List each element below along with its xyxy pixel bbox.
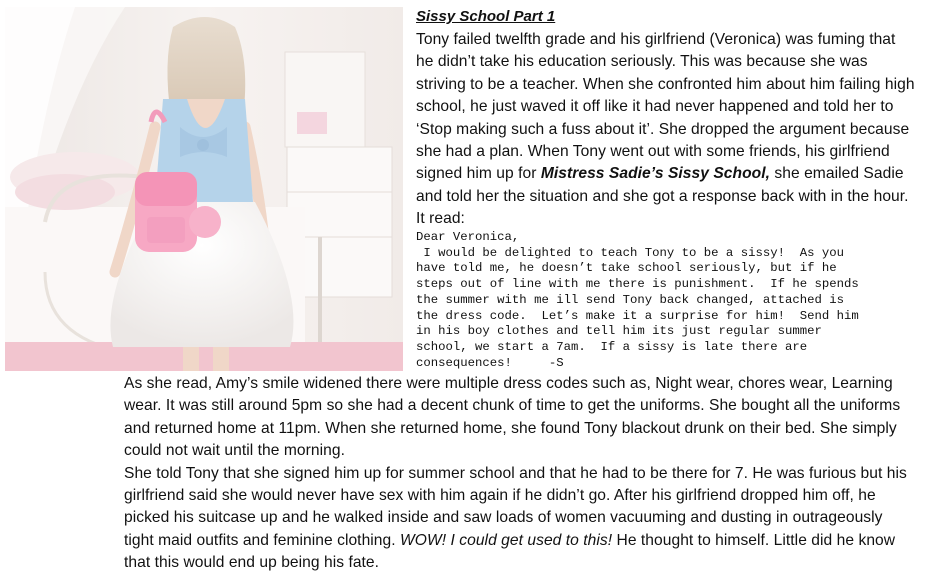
paragraph-2-text-end: He thought to himself. Little did he know that this would end up being his fate. bbox=[124, 531, 896, 572]
story-body bbox=[124, 373, 914, 575]
story-title: Sissy School Part 1 bbox=[416, 8, 556, 25]
intro-text-end: she emailed Sadie and told her the situation and she got a response back with in the hour. It read: bbox=[416, 165, 909, 228]
paragraph-2 bbox=[124, 463, 914, 575]
intro-text-start: Tony failed twelfth grade and his girlfriend (Veronica) was fuming that he didn’t take his education seriously. This was because she was striving to be a teacher. When she confronted him about him failing high school, he just waved it off like it had never happened and told her to ‘Stop making such a fuss about it’. She dropped the argument because she had a plan. When Tony went out with some friends, his girlfriend signed him up for bbox=[416, 31, 915, 183]
paragraph-1: As she read, Amy’s smile widened there were multiple dress codes such as, Night wear, chores wear, Learning wear. It was still around 5pm so she had a decent chunk of time to get the uniforms. She bought all the uniforms and returned home at 11pm. When she returned home, she found Tony blackout drunk on their bed. She simply could not wait until the morning. bbox=[124, 375, 901, 460]
story-photo bbox=[5, 7, 403, 371]
email-letter: Dear Veronica, I would be delighted to teach Tony to be a sissy! As you have told me, he doesn’t take school seriously, but if he steps out of line with me there is punishment. If he spends the summer with me ill send Tony back changed, attached is the dress code. Let’s make it a surprise for him! Send him in his boy clothes and tell him its just regular summer school, we start a 7am. If a sissy is late there are consequences! -S bbox=[416, 230, 859, 370]
inner-thought: WOW! I could get used to this! bbox=[400, 531, 613, 549]
intro-paragraph bbox=[416, 29, 916, 231]
paragraph-2-text-start: She told Tony that she signed him up for summer school and that he had to be there for 7. He was furious but his girlfriend said she would never have sex with him again if he didn’t go. After his girlfriend dropped him off, he picked his suitcase up and he walked inside and saw loads of women vacuuming and dusting in outrageously tight maid outfits and feminine clothing. bbox=[124, 464, 907, 549]
school-name: Mistress Sadie’s Sissy School, bbox=[540, 165, 771, 183]
